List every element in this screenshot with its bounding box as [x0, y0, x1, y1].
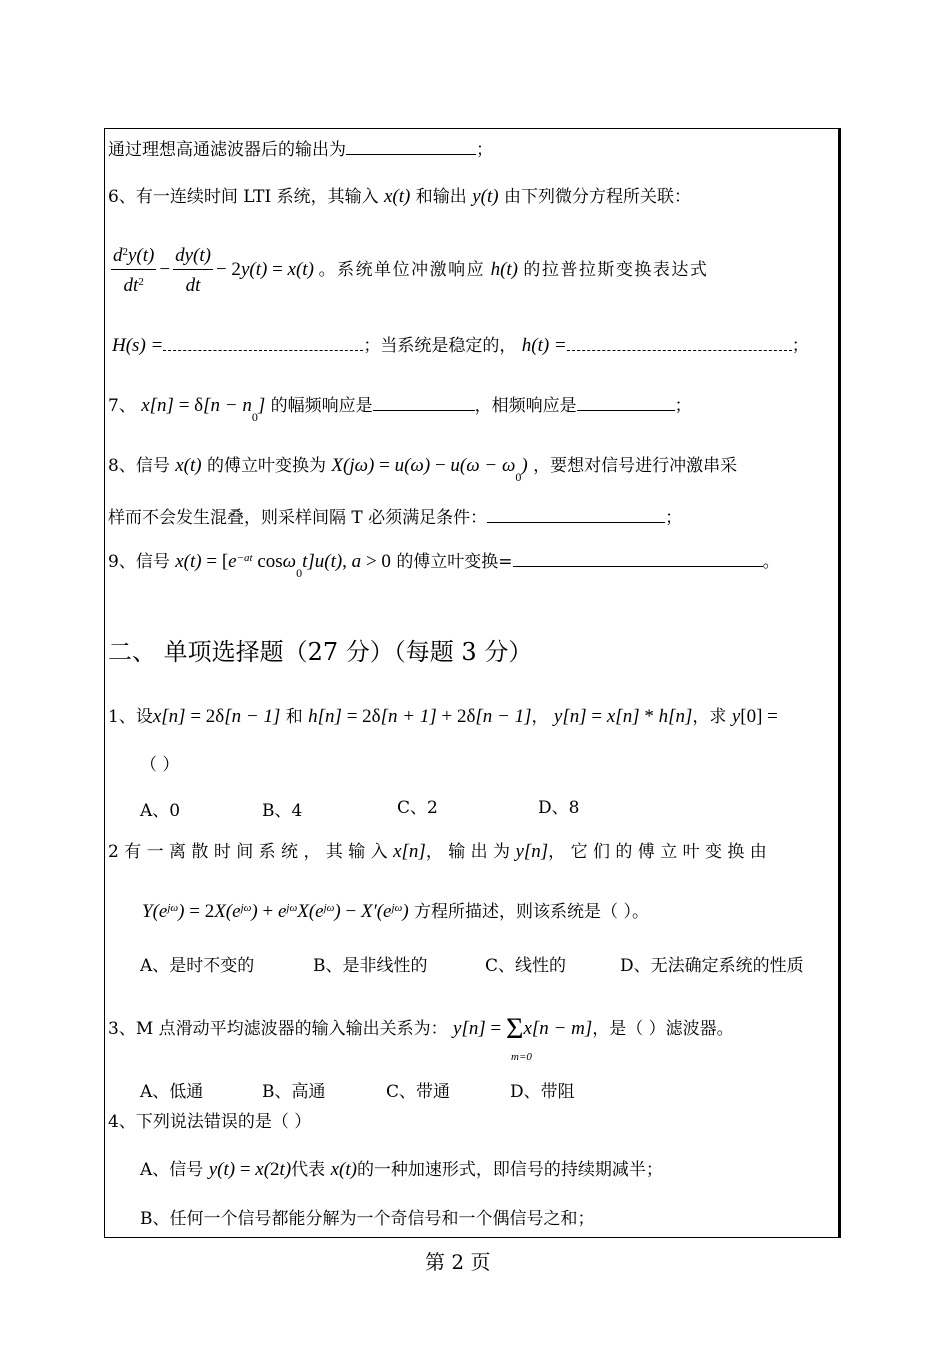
answer-blank: [567, 336, 792, 351]
answer-blank: [487, 508, 665, 523]
math-xt: x(t): [384, 186, 411, 207]
q5-tail-text: 通过理想高通滤波器后的输出为: [108, 140, 346, 160]
mc-q3-option-d: D、带阻: [510, 1082, 575, 1102]
mc-q1-option-d: D、8: [538, 798, 580, 818]
q8-line2: 样而不会发生混叠，则采样间隔 T 必须满足条件： ；: [108, 508, 683, 528]
mc-q4-line: 4、下列说法错误的是（ ）: [108, 1112, 312, 1132]
mc-q4-option-b: B、任何一个信号都能分解为一个奇信号和一个偶信号之和；: [140, 1209, 595, 1229]
mc-q1-option-a: A、0: [140, 801, 181, 821]
mc-q3-option-c: C、带通: [386, 1082, 451, 1102]
mc-q1-option-c: C、2: [397, 798, 438, 818]
diff-equation: $\frac{d^2y(t)}{dt^2}$ − $\frac{dy(t)}{dt}$ − 2y(t) = x(t): [113, 245, 319, 296]
q7-line: 7、 $x[n] = \delta[n - n_0]$ 的幅频响应是 ，相频响应是 ；: [108, 395, 692, 424]
mc-q1-line: 1、设x[n] = 2δ[n − 1] 和 h[n] = 2δ[n + 1] + 2δ[n − 1]， y[n] = x[n] * h[n]，求 y[0] =: [108, 706, 778, 727]
q6-equation-line: $\frac{d^2y(t)}{dt^2}$ − $\frac{dy(t)}{dt}$ − 2y(t) = x(t) 。系统单位冲激响应 h(t) 的拉普拉斯变换表达式: [108, 246, 708, 295]
answer-blank: [163, 336, 363, 351]
math-yt: y(t): [472, 186, 499, 207]
mc-q2-option-c: C、线性的: [485, 956, 567, 976]
mc-q1-option-b: B、4: [262, 801, 303, 821]
q6-line: 6、有一连续时间 LTI 系统，其输入 x(t) 和输出 y(t) 由下列微分方程所关联：: [108, 186, 691, 207]
mc-q1-paren: （ ）: [140, 755, 180, 775]
q5-tail-line: 通过理想高通滤波器后的输出为 ；: [108, 140, 493, 160]
q6-answer-line: H(s) = ；当系统是稳定的， h(t) = ；: [112, 335, 809, 356]
q8-line: 8、信号 x(t) 的傅立叶变换为 $X(j\omega) = u(\omega) - u(\omega - \omega_0)$ ，要想对信号进行冲激串采: [108, 455, 738, 484]
mc-q2-option-b: B、是非线性的: [313, 956, 428, 976]
mc-q2-equation-line: $Y(e^{j\omega}) = 2X(e^{j\omega}) + e^{j\omega}X(e^{j\omega}) - X'(e^{j\omega})$ 方程所描述，则该系统是（ ）。: [142, 901, 649, 922]
mc-q4-option-a: A、信号 y(t) = x(2t)代表 x(t)的一种加速形式，即信号的持续期减半；: [140, 1159, 663, 1180]
mc-q2-option-d: D、无法确定系统的性质: [620, 956, 804, 976]
answer-blank: [373, 396, 475, 411]
mc-q3-option-a: A、低通: [140, 1082, 204, 1102]
page-number: 第 2 页: [425, 1250, 491, 1274]
mc-q3-option-b: B、高通: [262, 1082, 326, 1102]
mc-q2-line: 2 有 一 离 散 时 间 系 统 ， 其 输 入 x[n]， 输 出 为 y[n]， 它 们 的 傅 立 叶 变 换 由: [108, 841, 767, 862]
answer-blank: [346, 140, 476, 155]
mc-q3-line: 3、M 点滑动平均滤波器的输入输出关系为： y[n] = Σ m=0 x[n − m]，是（ ）滤波器。: [108, 1012, 734, 1063]
q9-line: 9、信号 $x(t) = [e^{-at}$ cosω$_0$t]u(t), a > 0 的傅立叶变换= 。: [108, 551, 780, 580]
answer-blank: [513, 552, 763, 567]
mc-q2-option-a: A、是时不变的: [140, 956, 255, 976]
section-2-title: 二、 单项选择题（27 分）（每题 3 分）: [108, 638, 533, 666]
answer-blank: [577, 396, 675, 411]
